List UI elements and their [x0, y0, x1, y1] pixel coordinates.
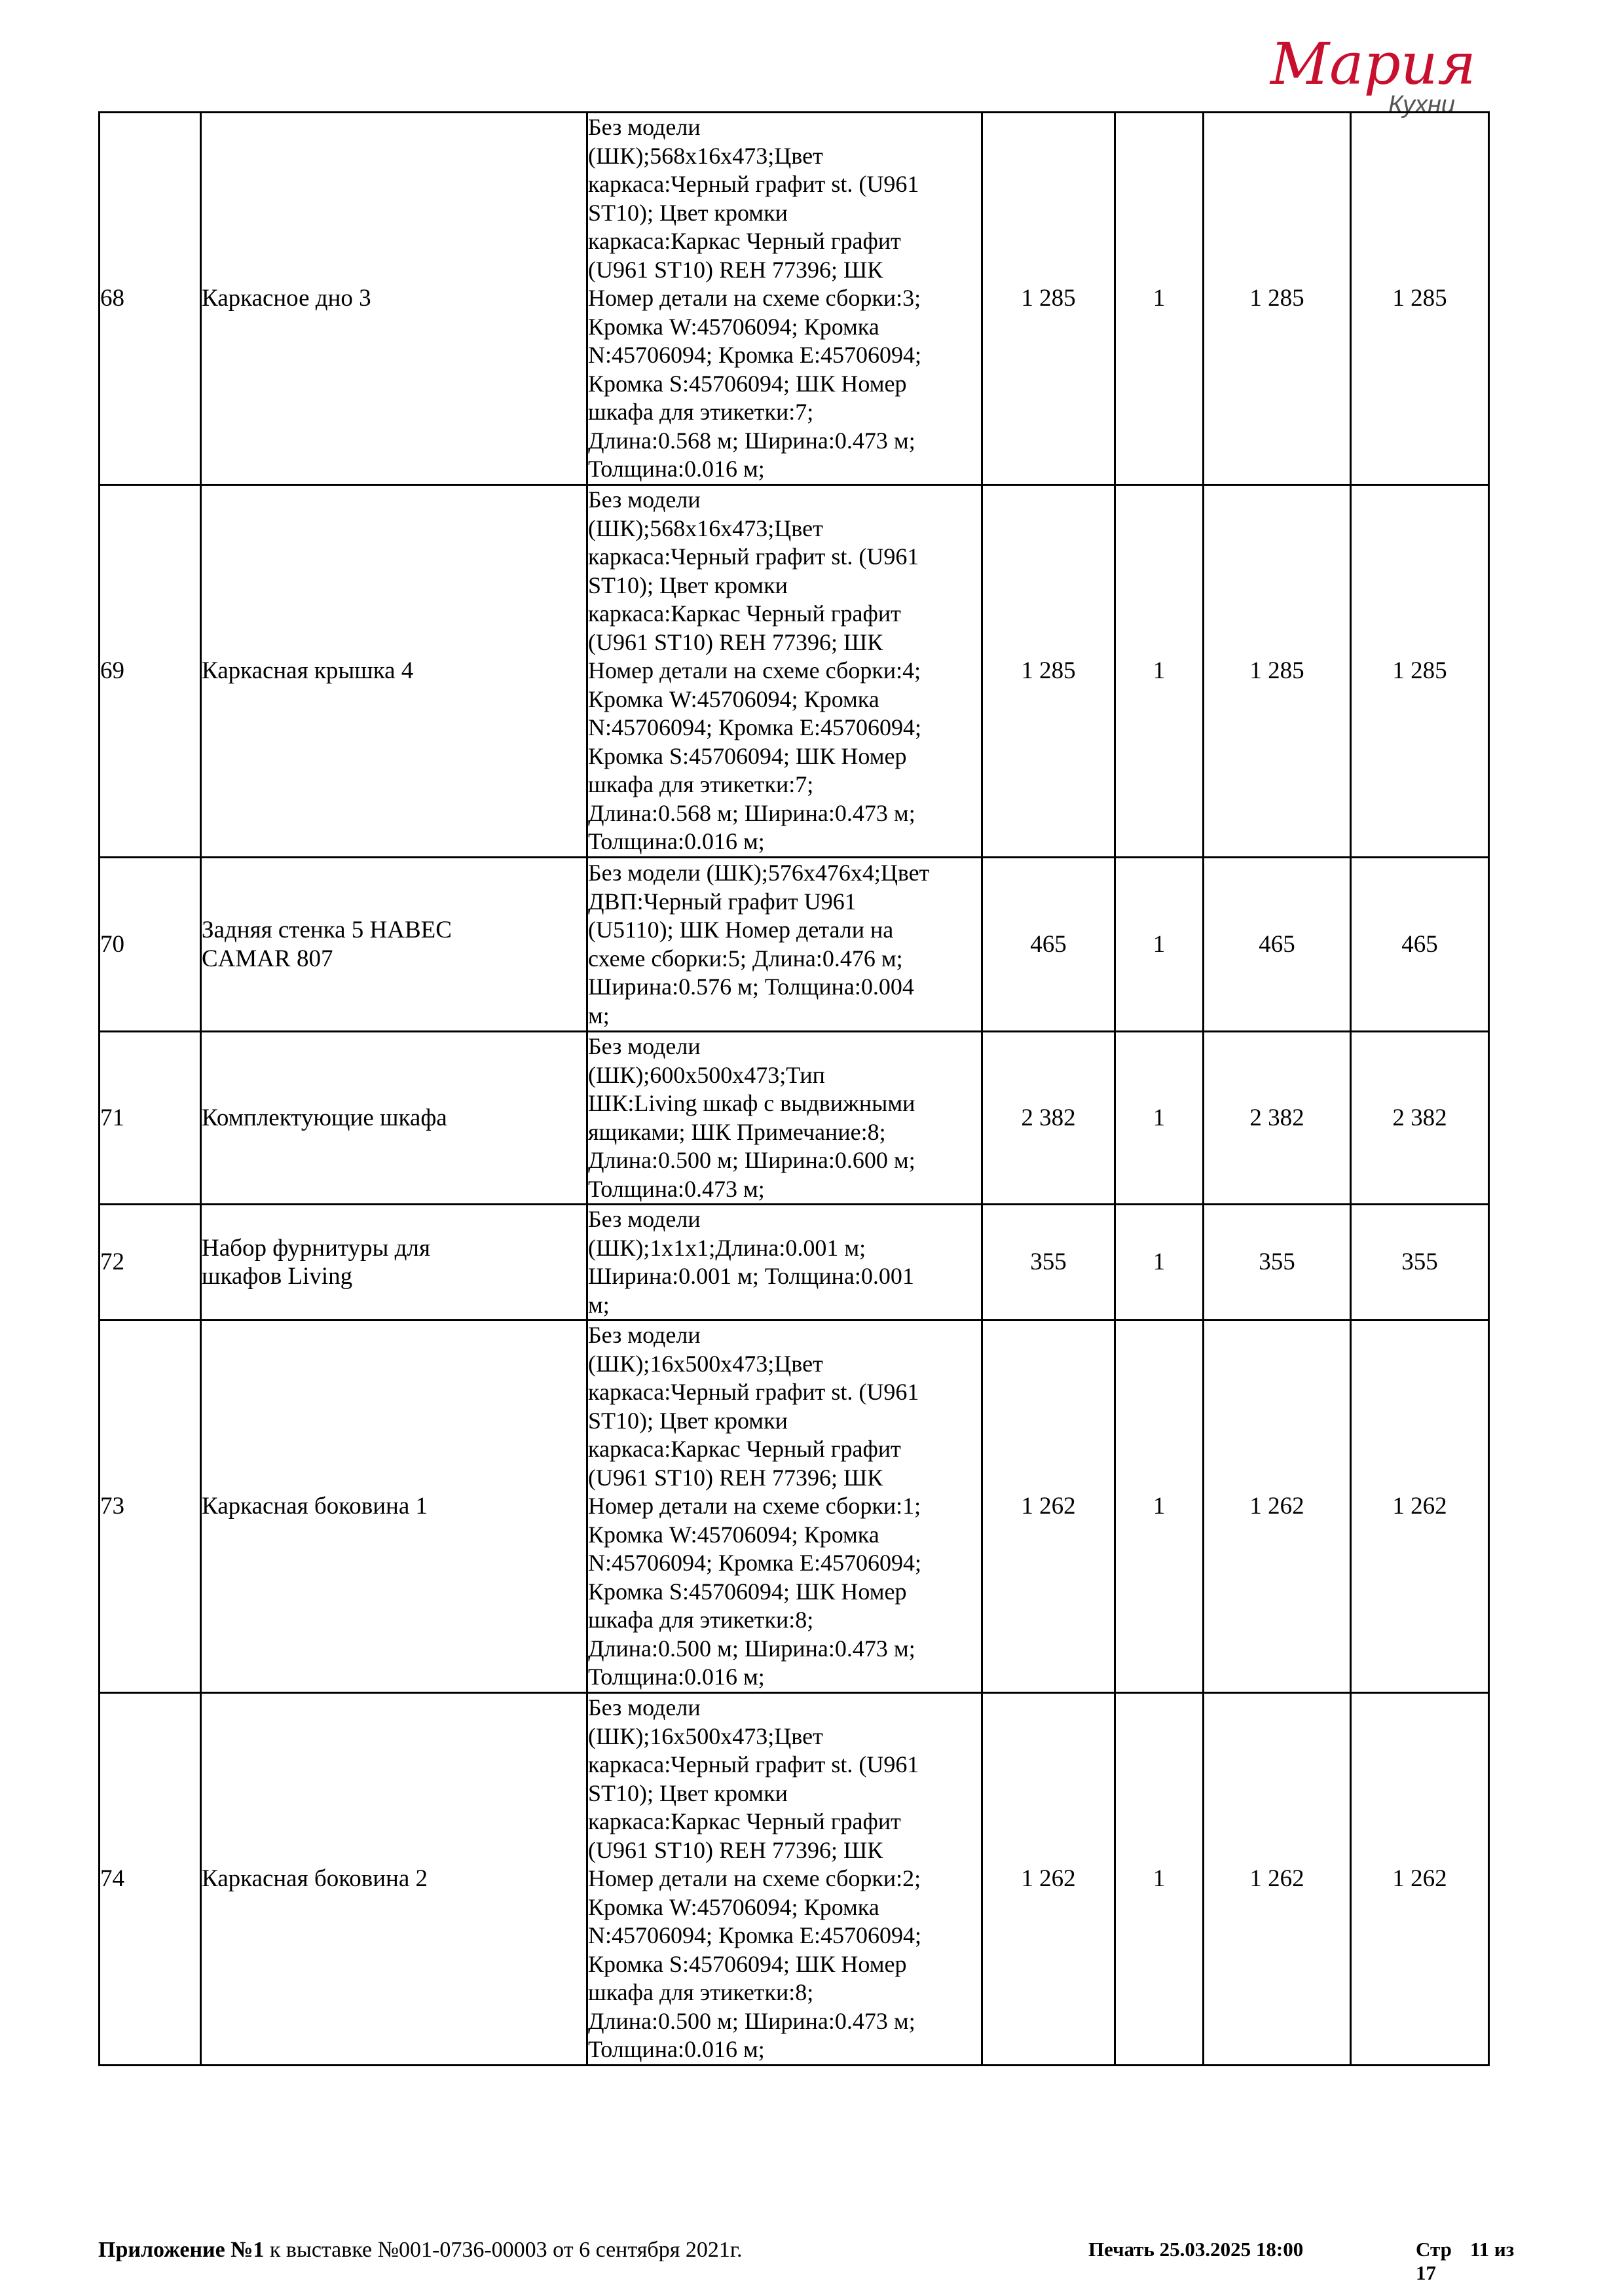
- item-sum: 1 262: [1204, 1321, 1351, 1693]
- item-name: Каркасная боковина 2: [201, 1693, 587, 2066]
- item-quantity: 1: [1115, 1321, 1204, 1693]
- item-description: Без модели (ШК);1x1x1;Длина:0.001 м; Ширина:0.001 м; Толщина:0.001 м;: [587, 1205, 982, 1321]
- table-row: [100, 1693, 1489, 2066]
- row-number: 71: [100, 1032, 201, 1205]
- item-description: Без модели (ШК);600x500x473;Тип ШК:Living шкаф с выдвижными ящиками; ШК Примечание:8; Длина:0.500 м; Ширина:0.600 м; Толщина:0.473 м;: [587, 1032, 982, 1205]
- item-total: 1 262: [1351, 1321, 1489, 1693]
- item-name: Комплектующие шкафа: [201, 1032, 587, 1205]
- item-sum: 1 285: [1204, 485, 1351, 858]
- item-description: Без модели (ШК);568x16x473;Цвет каркаса:Черный графит st. (U961 ST10); Цвет кромки каркаса:Каркас Черный графит (U961 ST10) REH 77396; ШК Номер детали на схеме сборки:4; Кромка W:45706094; Кромка N:45706094; Кромка E:45706094; Кромка S:45706094; ШК Номер шкафа для этикетки:7; Длина:0.568 м; Ширина:0.473 м; Толщина:0.016 м;: [587, 485, 982, 858]
- row-number: 72: [100, 1205, 201, 1321]
- item-quantity: 1: [1115, 1693, 1204, 2066]
- item-total: 1 285: [1351, 485, 1489, 858]
- table-row: [100, 113, 1489, 485]
- item-total: 355: [1351, 1205, 1489, 1321]
- item-name: Набор фурнитуры для шкафов Living: [201, 1205, 587, 1321]
- item-price: 1 262: [982, 1693, 1115, 2066]
- row-number: 73: [100, 1321, 201, 1693]
- item-quantity: 1: [1115, 858, 1204, 1032]
- page-value: 11 из 17: [1416, 2238, 1515, 2284]
- item-sum: 465: [1204, 858, 1351, 1032]
- item-quantity: 1: [1115, 113, 1204, 485]
- item-total: 465: [1351, 858, 1489, 1032]
- item-total: 2 382: [1351, 1032, 1489, 1205]
- item-price: 2 382: [982, 1032, 1115, 1205]
- row-number: 74: [100, 1693, 201, 2066]
- item-total: 1 262: [1351, 1693, 1489, 2066]
- page-number: [1416, 2238, 1539, 2285]
- spec-table: [98, 111, 1490, 2066]
- item-price: 1 285: [982, 113, 1115, 485]
- item-description: Без модели (ШК);16x500x473;Цвет каркаса:Черный графит st. (U961 ST10); Цвет кромки каркаса:Каркас Черный графит (U961 ST10) REH 77396; ШК Номер детали на схеме сборки:2; Кромка W:45706094; Кромка N:45706094; Кромка E:45706094; Кромка S:45706094; ШК Номер шкафа для этикетки:8; Длина:0.500 м; Ширина:0.473 м; Толщина:0.016 м;: [587, 1693, 982, 2066]
- item-description: Без модели (ШК);16x500x473;Цвет каркаса:Черный графит st. (U961 ST10); Цвет кромки каркаса:Каркас Черный графит (U961 ST10) REH 77396; ШК Номер детали на схеме сборки:1; Кромка W:45706094; Кромка N:45706094; Кромка E:45706094; Кромка S:45706094; ШК Номер шкафа для этикетки:8; Длина:0.500 м; Ширина:0.473 м; Толщина:0.016 м;: [587, 1321, 982, 1693]
- row-number: 69: [100, 485, 201, 858]
- appendix-label: Приложение №1: [98, 2238, 265, 2262]
- table-row: [100, 858, 1489, 1032]
- page-label: Стр: [1416, 2238, 1452, 2261]
- page-footer: [98, 2238, 1539, 2284]
- brand-name: Мария: [1270, 39, 1476, 98]
- item-price: 355: [982, 1205, 1115, 1321]
- table-row: [100, 1321, 1489, 1693]
- table-row: [100, 1205, 1489, 1321]
- item-description: Без модели (ШК);568x16x473;Цвет каркаса:Черный графит st. (U961 ST10); Цвет кромки каркаса:Каркас Черный графит (U961 ST10) REH 77396; ШК Номер детали на схеме сборки:3; Кромка W:45706094; Кромка N:45706094; Кромка E:45706094; Кромка S:45706094; ШК Номер шкафа для этикетки:7; Длина:0.568 м; Ширина:0.473 м; Толщина:0.016 м;: [587, 113, 982, 485]
- table-row: [100, 1032, 1489, 1205]
- item-quantity: 1: [1115, 1205, 1204, 1321]
- item-total: 1 285: [1351, 113, 1489, 485]
- item-price: 1 285: [982, 485, 1115, 858]
- item-quantity: 1: [1115, 1032, 1204, 1205]
- item-sum: 1 285: [1204, 113, 1351, 485]
- item-price: 465: [982, 858, 1115, 1032]
- item-sum: 355: [1204, 1205, 1351, 1321]
- item-name: Задняя стенка 5 HABEC CAMAR 807: [201, 858, 587, 1032]
- item-quantity: 1: [1115, 485, 1204, 858]
- item-name: Каркасное дно 3: [201, 113, 587, 485]
- row-number: 68: [100, 113, 201, 485]
- item-description: Без модели (ШК);576x476x4;Цвет ДВП:Черный графит U961 (U5110); ШК Номер детали на схеме сборки:5; Длина:0.476 м; Ширина:0.576 м; Толщина:0.004 м;: [587, 858, 982, 1032]
- item-price: 1 262: [982, 1321, 1115, 1693]
- item-name: Каркасная крышка 4: [201, 485, 587, 858]
- brand-subtitle: Кухни: [1388, 91, 1456, 118]
- appendix-text: к выставке №001-0736-00003 от 6 сентября 2021г.: [264, 2238, 743, 2262]
- brand-logo: [1264, 39, 1539, 118]
- item-name: Каркасная боковина 1: [201, 1321, 587, 1693]
- item-sum: 1 262: [1204, 1693, 1351, 2066]
- row-number: 70: [100, 858, 201, 1032]
- appendix-reference: [98, 2238, 742, 2263]
- item-sum: 2 382: [1204, 1032, 1351, 1205]
- table-row: [100, 485, 1489, 858]
- print-timestamp: Печать 25.03.2025 18:00: [1088, 2238, 1304, 2261]
